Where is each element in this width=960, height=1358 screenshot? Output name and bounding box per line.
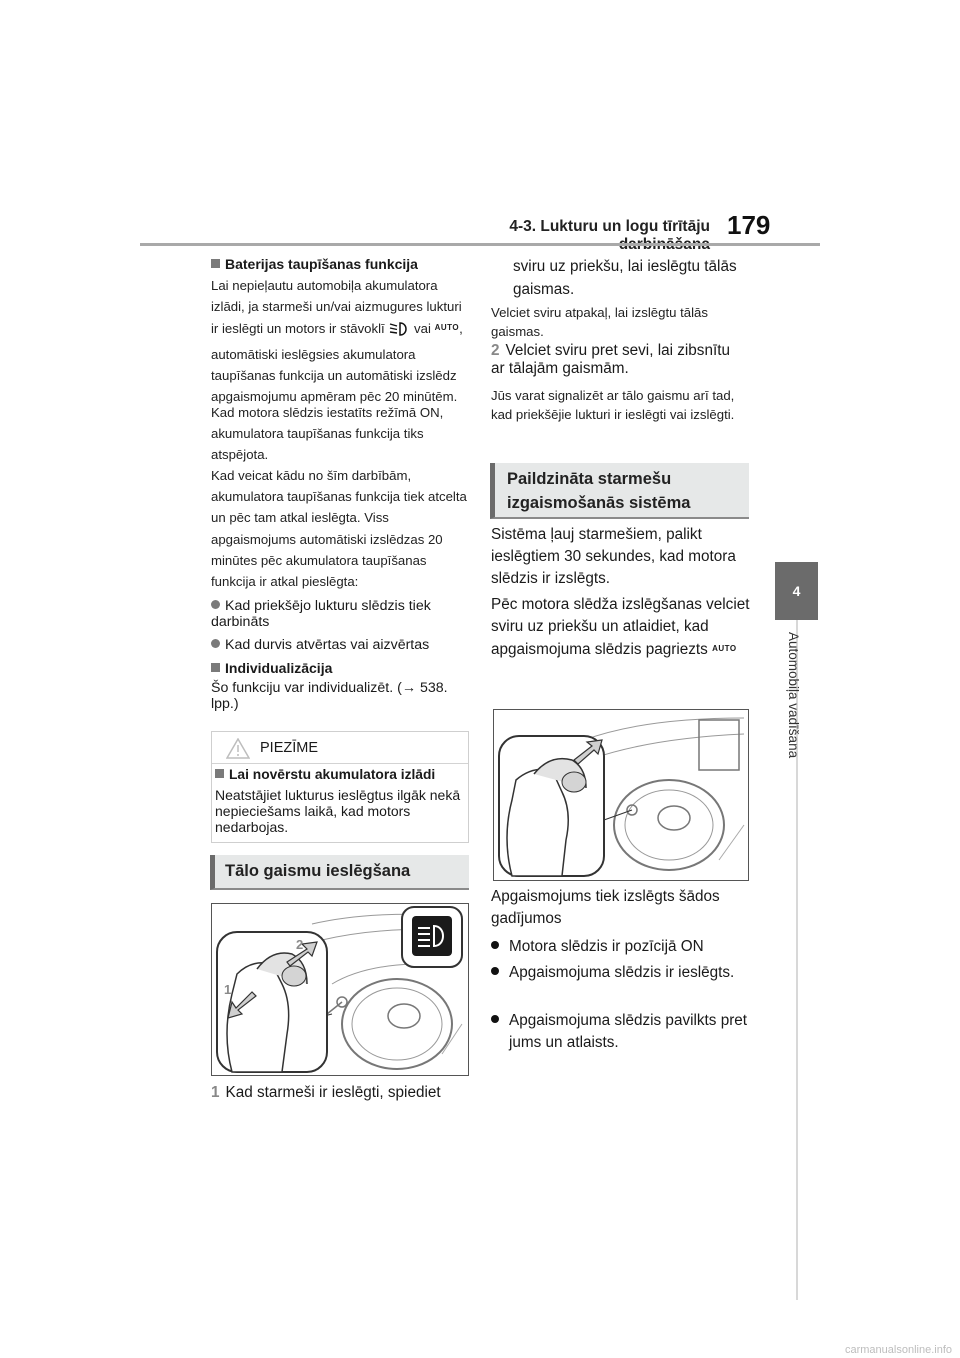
extended-para2-text: Pēc motora slēdža izslēgšanas velciet sviru uz priekšu un atlaidiet, kad apgaismojuma slēdzis pagriezts bbox=[491, 596, 750, 658]
lever-illustration bbox=[212, 904, 467, 1074]
step-2-number: 2 bbox=[491, 342, 500, 359]
chapter-tab: 4 bbox=[775, 562, 818, 620]
battery-para-start: Lai nepieļautu automobiļa akumulatora izlādi, ja starmeši un/vai aizmugures lukturi ir ieslēgti un motors ir stāvoklī bbox=[211, 278, 462, 337]
note-text: Neatstājiet lukturus ieslēgtus ilgāk nekā nepieciešams laikā, kad motors nedarbojas. bbox=[215, 787, 461, 835]
step-2-note: Jūs varat signalizēt ar tālo gaismu arī tad, kad priekšējie lukturi ir ieslēgti vai izslēgti. bbox=[491, 388, 735, 422]
step-1-continued bbox=[513, 255, 743, 301]
extended-paragraph-1: Sistēma ļauj starmešiem, palikt ieslēgtiem 30 sekundes, kad motora slēdzis ir izslēgts. bbox=[491, 526, 736, 587]
extended-lighting-figure bbox=[493, 709, 749, 881]
auto-position-icon: AUTO bbox=[434, 323, 460, 333]
chapter-label: Automobiļa vadīšana bbox=[786, 632, 801, 759]
list-item bbox=[491, 936, 741, 958]
square-bullet-icon bbox=[211, 663, 220, 672]
circle-bullet-icon bbox=[211, 639, 220, 648]
figure-label-2: 2 bbox=[296, 937, 304, 952]
headlight-low-beam-icon bbox=[388, 321, 410, 343]
step-1-text-cont: sviru uz priekšu, lai ieslēgtu tālās gaismas. bbox=[513, 258, 737, 298]
auto-position-icon: AUTO bbox=[712, 644, 737, 653]
extended-heading-line-1: Paildzināta starmešu bbox=[507, 470, 672, 488]
header-divider bbox=[140, 243, 820, 246]
section-title: 4-3. Lukturu un logu tīrītāju bbox=[509, 218, 710, 235]
lights-off-intro: Apgaismojums tiek izslēgts šādos gadījumos bbox=[491, 888, 720, 927]
battery-vai: vai bbox=[414, 321, 431, 337]
battery-heading-text: Baterijas taupīšanas funkcija bbox=[225, 256, 418, 272]
note-divider bbox=[212, 763, 468, 764]
note-heading-text: Lai novērstu akumulatora izlādi bbox=[229, 767, 436, 782]
square-bullet-icon bbox=[215, 769, 224, 778]
circle-bullet-icon bbox=[211, 600, 220, 609]
step-2 bbox=[491, 342, 741, 378]
extended-paragraph-2 bbox=[491, 594, 753, 661]
note-box bbox=[211, 731, 469, 843]
off-bullet-2: Apgaismojuma slēdzis ir ieslēgts. bbox=[509, 964, 735, 981]
circle-bullet-icon bbox=[491, 941, 499, 949]
note-title: PIEZĪME bbox=[260, 740, 319, 756]
extended-lighting-heading bbox=[490, 463, 749, 519]
lever-pull-illustration bbox=[494, 710, 747, 879]
square-bullet-icon bbox=[211, 259, 220, 268]
site-name: carmanualsonline.info bbox=[844, 1344, 952, 1356]
list-item bbox=[491, 962, 749, 984]
high-beam-heading: Tālo gaismu ieslēgšana bbox=[210, 855, 469, 890]
custom-heading-text: Individualizācija bbox=[225, 660, 333, 676]
circle-bullet-icon bbox=[491, 967, 499, 975]
battery-paragraph-3: Kad veicat kādu no šīm darbībām, akumulatora taupīšanas funkcija tiek atcelta un pēc tam atkal ieslēgta. Viss apgaismojums automātiski izslēdzas 20 minūtes pēc akumulatora taupīšanas funkcija ir atkal pieslēgta: bbox=[211, 468, 467, 590]
circle-bullet-icon bbox=[491, 1015, 499, 1023]
list-item bbox=[211, 598, 471, 630]
battery-bullet-2: Kad durvis atvērtas vai aizvērtas bbox=[225, 637, 430, 653]
figure-label-1: 1 bbox=[224, 982, 232, 997]
step-1-text: Kad starmeši ir ieslēgti, spiediet bbox=[225, 1084, 441, 1101]
battery-bullet-1: Kad priekšējo lukturu slēdzis tiek darbināts bbox=[211, 598, 431, 630]
note-heading bbox=[215, 767, 435, 782]
off-bullet-3: Apgaismojuma slēdzis pavilkts pret jums un atlaists. bbox=[509, 1012, 748, 1051]
site-watermark bbox=[0, 1344, 960, 1356]
step-1-note: Velciet sviru atpakaļ, lai izslēgtu tālās gaismas. bbox=[491, 305, 708, 339]
custom-heading bbox=[211, 660, 332, 676]
step-2-text: Velciet sviru pret sevi, lai zibsnītu ar tālajām gaismām. bbox=[491, 342, 730, 377]
battery-paragraph bbox=[211, 275, 471, 407]
battery-para-end: , automātiski ieslēgsies akumulatora taupīšanas funkcija un automātiski izslēdz apgaismojumu apmēram pēc 20 minūtēm. bbox=[211, 321, 463, 405]
extended-heading-line-2: izgaismošanās sistēma bbox=[507, 494, 691, 512]
battery-heading bbox=[211, 256, 418, 272]
list-item bbox=[211, 637, 471, 653]
list-item bbox=[491, 1010, 759, 1054]
off-bullet-1: Motora slēdzis ir pozīcijā ON bbox=[509, 938, 704, 955]
page-number: 179 bbox=[727, 210, 771, 240]
warning-triangle-icon bbox=[226, 738, 250, 764]
custom-text: Šo funkciju var individualizēt. (→ 538. lpp.) bbox=[211, 680, 448, 712]
high-beam-figure bbox=[211, 903, 469, 1076]
step-1-number: 1 bbox=[211, 1084, 220, 1101]
battery-paragraph-2: Kad motora slēdzis iestatīts režīmā ON, akumulatora taupīšanas funkcija tiks atspējota. bbox=[211, 405, 444, 463]
step-1-start bbox=[211, 1082, 476, 1104]
